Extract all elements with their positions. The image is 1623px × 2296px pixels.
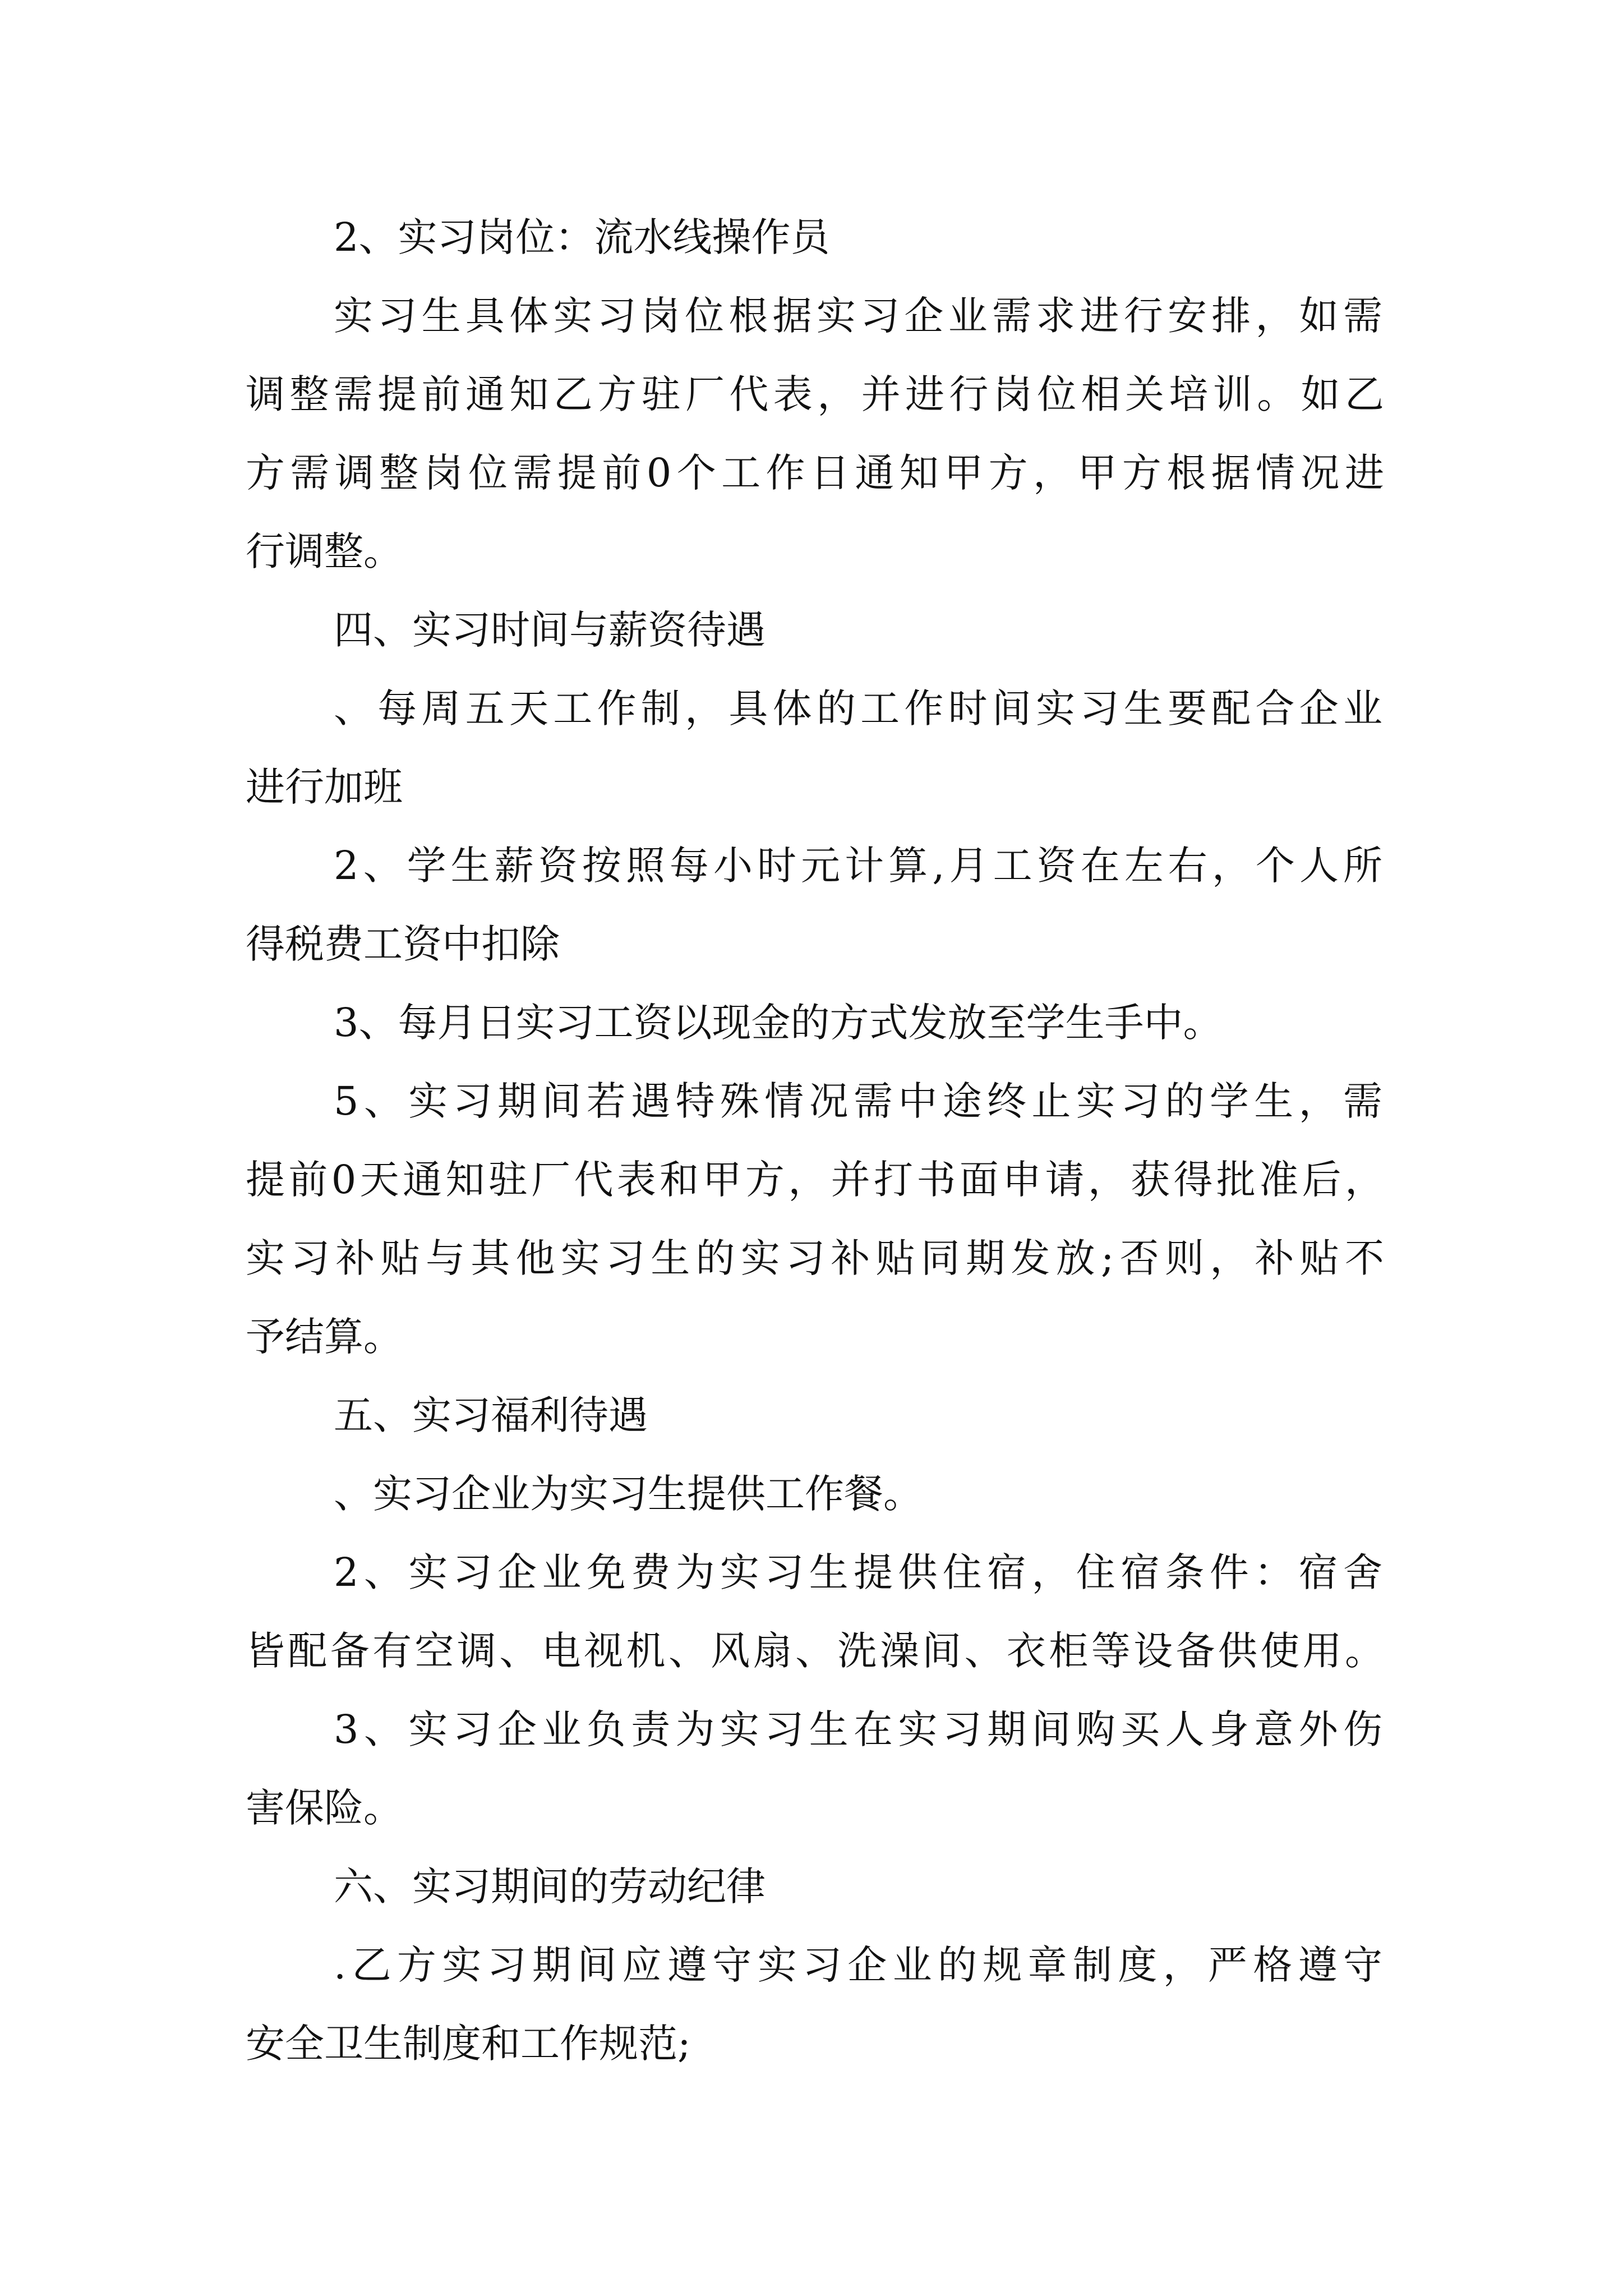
body-line: 2、实习岗位：流水线操作员: [334, 214, 830, 260]
body-line: 进行加班: [246, 764, 403, 810]
body-line: 提前0天通知驻厂代表和甲方，并打书面申请，获得批准后，: [246, 1157, 1384, 1203]
section-heading: 五、实习福利待遇: [334, 1392, 648, 1438]
body-line: 方需调整岗位需提前0个工作日通知甲方，甲方根据情况进: [246, 450, 1384, 496]
body-line: .乙方实习期间应遵守实习企业的规章制度，严格遵守: [334, 1942, 1382, 1988]
section-heading: 四、实习时间与薪资待遇: [334, 607, 766, 653]
body-line: 2、学生薪资按照每小时元计算,月工资在左右，个人所: [334, 843, 1382, 889]
section-heading: 六、实习期间的劳动纪律: [334, 1864, 766, 1910]
body-line: 、实习企业为实习生提供工作餐。: [334, 1471, 923, 1517]
body-line: 3、每月日实习工资以现金的方式发放至学生手中。: [334, 1000, 1223, 1046]
body-line: 安全卫生制度和工作规范;: [246, 2021, 691, 2067]
body-line: 5、实习期间若遇特殊情况需中途终止实习的学生，需: [334, 1078, 1382, 1124]
body-line: 予结算。: [246, 1314, 403, 1360]
body-line: 实习补贴与其他实习生的实习补贴同期发放;否则，补贴不: [246, 1235, 1384, 1281]
body-line: 、每周五天工作制，具体的工作时间实习生要配合企业: [334, 685, 1382, 731]
body-line: 皆配备有空调、电视机、风扇、洗澡间、衣柜等设备供使用。: [246, 1628, 1384, 1674]
body-line: 调整需提前通知乙方驻厂代表，并进行岗位相关培训。如乙: [246, 371, 1384, 417]
body-line: 3、实习企业负责为实习生在实习期间购买人身意外伤: [334, 1706, 1382, 1752]
body-line: 2、实习企业免费为实习生提供住宿，住宿条件：宿舍: [334, 1549, 1382, 1595]
body-line: 行调整。: [246, 528, 403, 574]
body-line: 得税费工资中扣除: [246, 921, 560, 967]
body-line: 实习生具体实习岗位根据实习企业需求进行安排，如需: [334, 293, 1382, 339]
body-line: 害保险。: [246, 1785, 403, 1831]
